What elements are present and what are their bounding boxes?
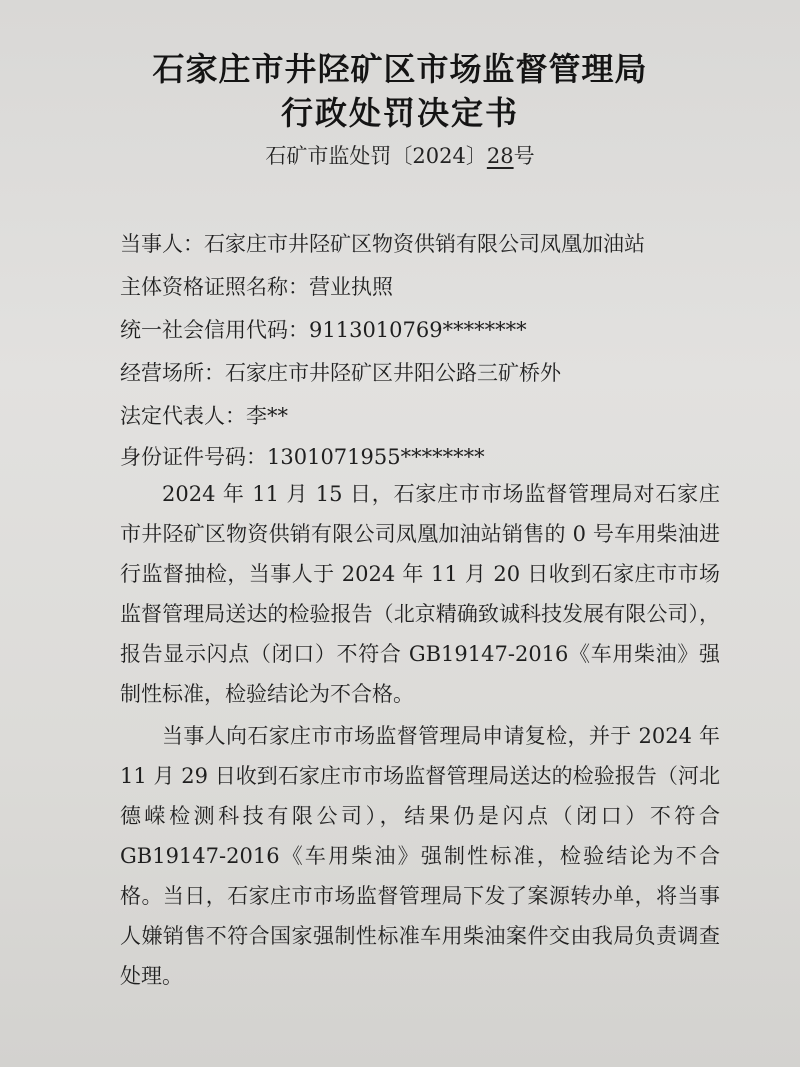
- info-premises: [120, 357, 561, 387]
- info-legal-rep-label: 法定代表人：: [120, 404, 246, 428]
- body-paragraph-1: 2024 年 11 月 15 日，石家庄市市场监督管理局对石家庄市井陉矿区物资供销有限公司凤凰加油站销售的 0 号车用柴油进行监督抽检，当事人于 2024 年 11 月 20 日收到石家庄市市场监督管理局送达的检验报告（北京精确致诚科技发展有限公司），报告显示闪点（闭口）不符合 GB19147-2016《车用柴油》强制性标准，检验结论为不合格。: [120, 482, 720, 706]
- document-number-prefix: 石矿市监处罚〔2024〕: [265, 144, 487, 168]
- info-id-number-value: 1301071955********: [267, 445, 485, 469]
- info-id-number: [120, 441, 485, 471]
- info-premises-label: 经营场所：: [120, 361, 225, 385]
- document-number: [0, 140, 800, 170]
- info-credit-code-label: 统一社会信用代码：: [120, 318, 309, 342]
- document-number-suffix: 号: [513, 144, 535, 168]
- document-number-value: 28: [486, 144, 514, 168]
- info-legal-rep-value: 李**: [246, 404, 288, 428]
- body-paragraph-2: 当事人向石家庄市市场监督管理局申请复检，并于 2024 年 11 月 29 日收到石家庄市市场监督管理局送达的检验报告（河北德嵘检测科技有限公司），结果仍是闪点（闭口）不符合 GB19147-2016《车用柴油》强制性标准，检验结论为不合格。当日，石家庄市市场监督管理局下发了案源转办单，将当事人嫌销售不符合国家强制性标准车用柴油案件交由我局负责调查处理。: [120, 724, 720, 988]
- info-legal-rep: [120, 400, 288, 430]
- info-license-label: 主体资格证照名称：: [120, 275, 309, 299]
- info-credit-code: [120, 314, 527, 344]
- info-license-value: 营业执照: [309, 275, 393, 299]
- info-premises-value: 石家庄市井陉矿区井阳公路三矿桥外: [225, 361, 561, 385]
- document-title-line2: 行政处罚决定书: [280, 94, 519, 132]
- document-title-line1: 石家庄市井陉矿区市场监督管理局: [152, 50, 648, 88]
- info-party-value: 石家庄市井陉矿区物资供销有限公司凤凰加油站: [204, 232, 645, 256]
- info-id-number-label: 身份证件号码：: [120, 445, 267, 469]
- info-license: [120, 271, 393, 301]
- info-party-label: 当事人：: [120, 232, 204, 256]
- info-credit-code-value: 9113010769********: [309, 318, 527, 342]
- info-party: [120, 228, 645, 258]
